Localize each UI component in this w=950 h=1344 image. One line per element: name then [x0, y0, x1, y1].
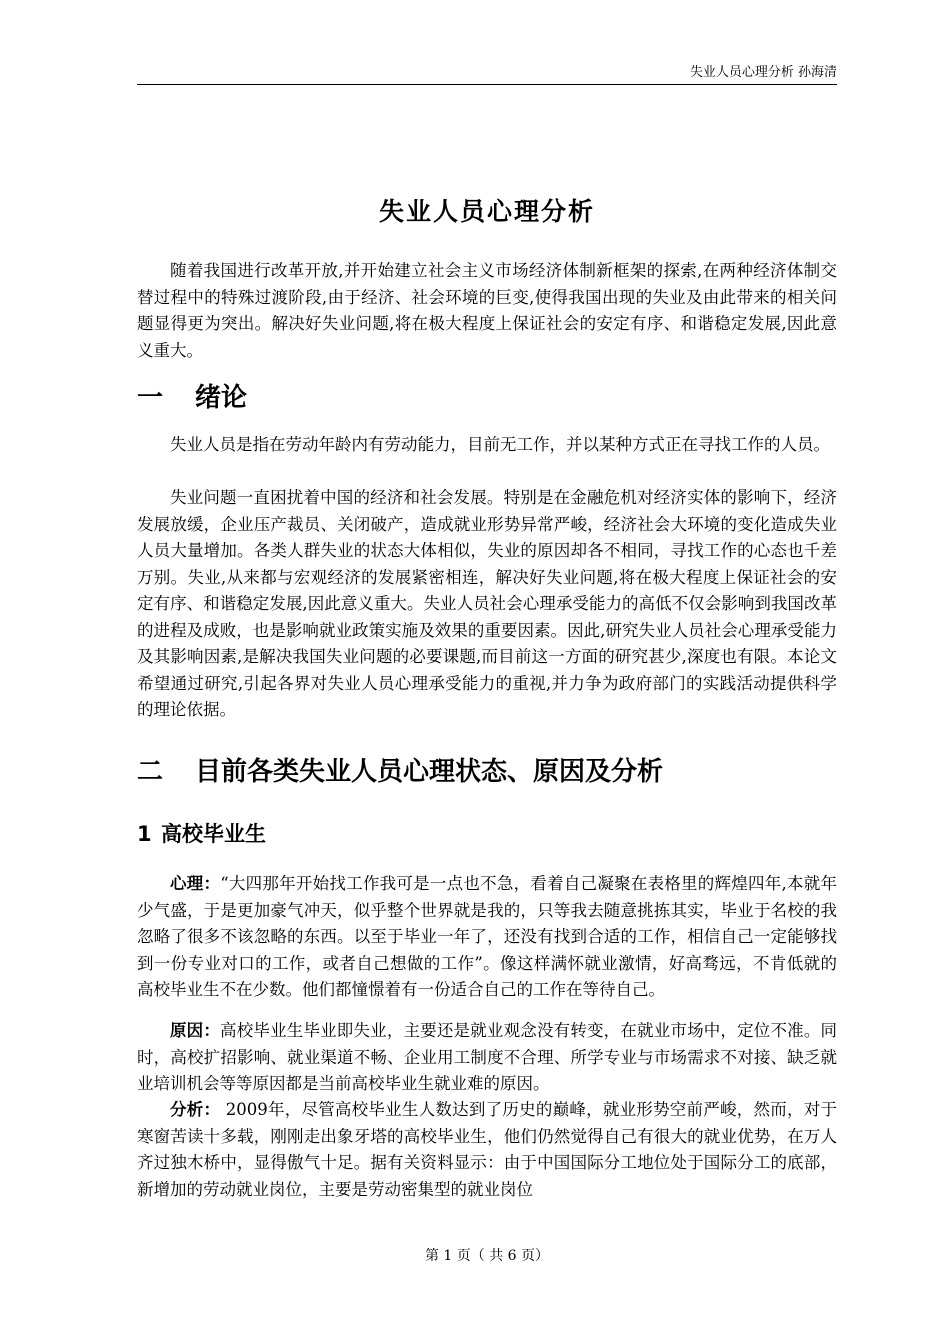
analysis-text: 2009年，尽管高校毕业生人数达到了历史的巅峰，就业形势空前严峻，然而，对于寒窗苦读十多载，刚刚走出象牙塔的高校毕业生，他们仍然觉得自己有很大的就业优势，在万人齐过独木桥中，显得傲气十足。据有关资料显示：由于中国国际分工地位处于国际分工的底部，新增加的劳动就业岗位，主要是劳动密集型的就业岗位: [137, 1100, 837, 1199]
cause-paragraph: [137, 1018, 837, 1098]
cause-text: 高校毕业生毕业即失业，主要还是就业观念没有转变，在就业市场中，定位不准。同时，高校扩招影响、就业渠道不畅、企业用工制度不合理、所学专业与市场需求不对接、缺乏就业培训机会等等原因都是当前高校毕业生就业难的原因。: [137, 1021, 838, 1093]
analysis-paragraph: [137, 1097, 837, 1203]
cause-label: 原因：: [170, 1021, 221, 1040]
section-2-heading: [137, 755, 837, 789]
section-1-paragraph-1: 失业人员是指在劳动年龄内有劳动能力，目前无工作，并以某种方式正在寻找工作的人员。: [170, 435, 830, 454]
section-1-heading: [137, 381, 837, 415]
document-title: 失业人员心理分析: [378, 197, 595, 226]
psychology-paragraph: [137, 871, 837, 1004]
subsection-1-heading: [137, 820, 837, 848]
subsection-1-number: 1: [137, 822, 152, 846]
section-2-number: 二: [137, 757, 164, 787]
analysis-label: 分析：: [170, 1100, 221, 1119]
psychology-label: 心理：: [170, 874, 221, 893]
running-header: [137, 64, 837, 85]
running-header-text: 失业人员心理分析 孙海清: [689, 65, 837, 80]
section-2-title: 目前各类失业人员心理状态、原因及分析: [195, 757, 664, 787]
section-1-number: 一: [137, 383, 164, 413]
subsection-1-title: 高校毕业生: [161, 822, 266, 846]
psychology-text: “大四那年开始找工作我可是一点也不急，看着自己凝聚在表格里的辉煌四年,本就年少气盛，于是更加豪气冲天，似乎整个世界就是我的，只等我去随意挑拣其实，毕业于名校的我忽略了很多不该忽略的东西。以至于毕业一年了，还没有找到合适的工作，相信自己一定能够找到一份专业对口的工作，或者自己想做的工作”。像这样满怀就业激情，好高骛远，不肯低就的高校毕业生不在少数。他们都憧憬着有一份适合自己的工作在等待自己。: [137, 874, 838, 999]
page-footer: 第 1 页（ 共 6 页）: [424, 1248, 550, 1264]
section-1-paragraph-2: 失业问题一直困扰着中国的经济和社会发展。特别是在金融危机对经济实体的影响下，经济发展放缓，企业压产裁员、关闭破产，造成就业形势异常严峻，经济社会大环境的变化造成失业人员大量增加。各类人群失业的状态大体相似，失业的原因却各不相同，寻找工作的心态也千差万别。失业,从来都与宏观经济的发展紧密相连，解决好失业问题,将在极大程度上保证社会的安定有序、和谐稳定发展,因此意义重大。失业人员社会心理承受能力的高低不仅会影响到我国改革的进程及成败，也是影响就业政策实施及效果的重要因素。因此,研究失业人员社会心理承受能力及其影响因素,是解决我国失业问题的必要课题,而目前这一方面的研究甚少,深度也有限。本论文希望通过研究,引起各界对失业人员心理承受能力的重视,并力争为政府部门的实践活动提供科学的理论依据。: [137, 488, 837, 719]
section-1-title: 绪论: [195, 383, 248, 413]
intro-paragraph: 随着我国进行改革开放,并开始建立社会主义市场经济体制新框架的探索,在两种经济体制交替过程中的特殊过渡阶段,由于经济、社会环境的巨变,使得我国出现的失业及由此带来的相关问题显得更为突出。解决好失业问题,将在极大程度上保证社会的安定有序、和谐稳定发展,因此意义重大。: [137, 261, 837, 360]
